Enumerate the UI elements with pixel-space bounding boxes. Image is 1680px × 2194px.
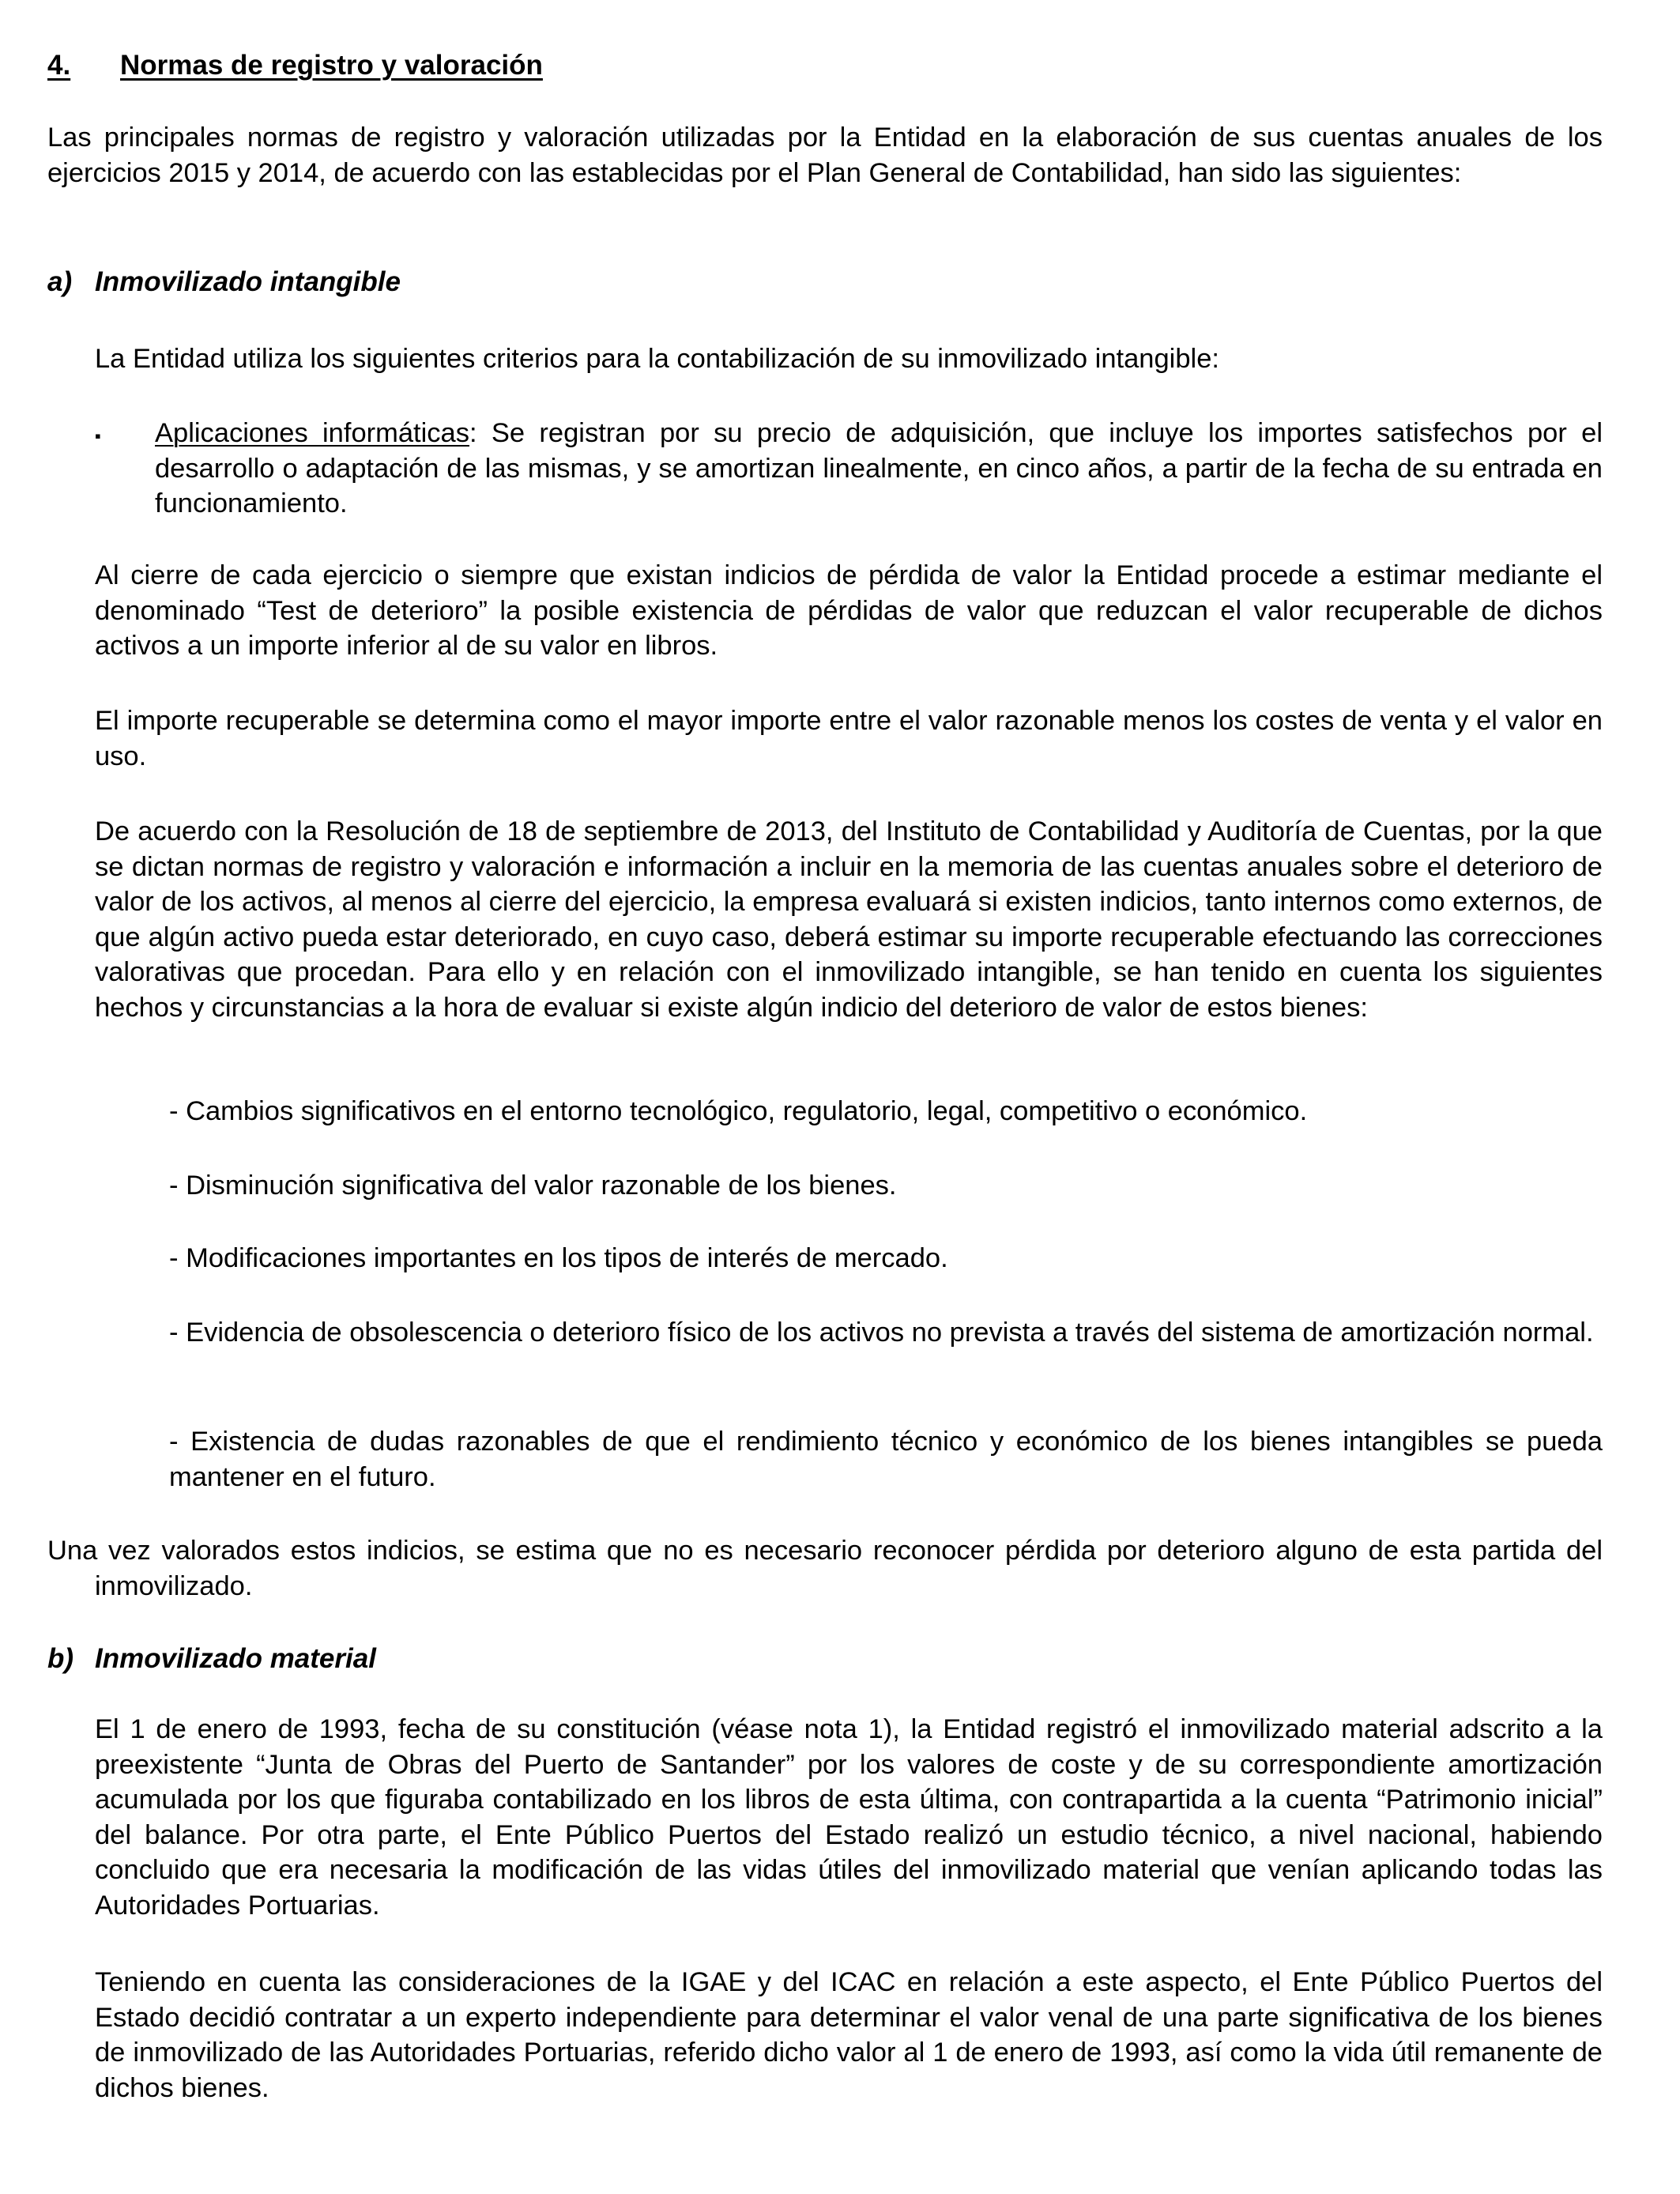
bullet-square-icon: ▪ [95, 426, 101, 446]
heading-title: Normas de registro y valoración [120, 50, 543, 81]
resolution-paragraph: De acuerdo con la Resolución de 18 de septiembre de 2013, del Instituto de Contabilidad y Auditoría de Cuentas, por la que se dictan normas de registro y valoración e información a incluir en la memoria de las cuentas anuales sobre el deterioro de valor de los activos, al menos al cierre del ejercicio, la empresa evaluará si existen indicios, tanto internos como externos, de que algún activo pueda estar deteriorado, en cuyo caso, deberá estimar su importe recuperable efectuando las correcciones valorativas que procedan. Para ello y en relación con el inmovilizado intangible, se han tenido en cuenta los siguientes hechos y circunstancias a la hora de evaluar si existe algún indicio del deterioro de valor de estos bienes: [95, 816, 1603, 1023]
indicator-item: - Evidencia de obsolescencia o deterioro físico de los activos no prevista a través del sistema de amortización normal. [169, 1318, 1594, 1348]
conclusion-paragraph: Una vez valorados estos indicios, se estima que no es necesario reconocer pérdida por deterioro alguno de esta partida del inmovilizado. [47, 1536, 1603, 1601]
expert-valuation-paragraph: Teniendo en cuenta las consideraciones de la IGAE y del ICAC en relación a este aspecto, el Ente Público Puertos del Estado decidió contratar a un experto independiente para determinar el valor venal de una parte significativa de los bienes de inmovilizado de las Autoridades Portuarias, referido dicho valor al 1 de enero de 1993, así como la vida útil remanente de dichos bienes. [95, 1967, 1603, 2103]
recoverable-amount-paragraph: El importe recuperable se determina como el mayor importe entre el valor razonable menos los costes de venta y el valor en uso. [95, 706, 1603, 771]
intro-paragraph: Las principales normas de registro y valoración utilizadas por la Entidad en la elaboración de sus cuentas anuales de los ejercicios 2015 y 2014, de acuerdo con las establecidas por el Plan General de Contabilidad, han sido las siguientes: [47, 123, 1603, 188]
subsection-b-letter: b) [47, 1643, 74, 1674]
intangible-criteria-paragraph: La Entidad utiliza los siguientes criterios para la contabilización de su inmovilizado intangible: [95, 344, 1219, 374]
subsection-b-title: Inmovilizado material [95, 1643, 376, 1674]
indicator-item: - Existencia de dudas razonables de que el rendimiento técnico y económico de los bienes intangibles se pueda mantener en el futuro. [169, 1427, 1603, 1492]
heading-number: 4. [47, 50, 71, 81]
bullet-software-item [155, 416, 1603, 522]
subsection-a-title: Inmovilizado intangible [95, 266, 401, 297]
subsection-a-letter: a) [47, 266, 73, 297]
bullet-term: Aplicaciones informáticas [155, 418, 469, 448]
bullet-text: : Se registran por su precio de adquisición, que incluye los importes satisfechos por el desarrollo o adaptación de las mismas, y se amortizan linealmente, en cinco años, a partir de la fecha de su entrada en funcionamiento. [155, 418, 1603, 518]
indicator-item: - Cambios significativos en el entorno tecnológico, regulatorio, legal, competitivo o económico. [169, 1096, 1308, 1126]
indicator-item: - Disminución significativa del valor razonable de los bienes. [169, 1171, 897, 1201]
indicator-item: - Modificaciones importantes en los tipos de interés de mercado. [169, 1243, 948, 1273]
tangible-history-paragraph: El 1 de enero de 1993, fecha de su constitución (véase nota 1), la Entidad registró el inmovilizado material adscrito a la preexistente “Junta de Obras del Puerto de Santander” por los valores de coste y de su correspondiente amortización acumulada por los que figuraba contabilizado en los libros de esta última, con contrapartida a la cuenta “Patrimonio inicial” del balance. Por otra parte, el Ente Público Puertos del Estado realizó un estudio técnico, a nivel nacional, habiendo concluido que era necesaria la modificación de las vidas útiles del inmovilizado material que venían aplicando todas las Autoridades Portuarias. [95, 1714, 1603, 1921]
impairment-test-paragraph: Al cierre de cada ejercicio o siempre que existan indicios de pérdida de valor la Entidad procede a estimar mediante el denominado “Test de deterioro” la posible existencia de pérdidas de valor que reduzcan el valor recuperable de dichos activos a un importe inferior al de su valor en libros. [95, 560, 1603, 661]
